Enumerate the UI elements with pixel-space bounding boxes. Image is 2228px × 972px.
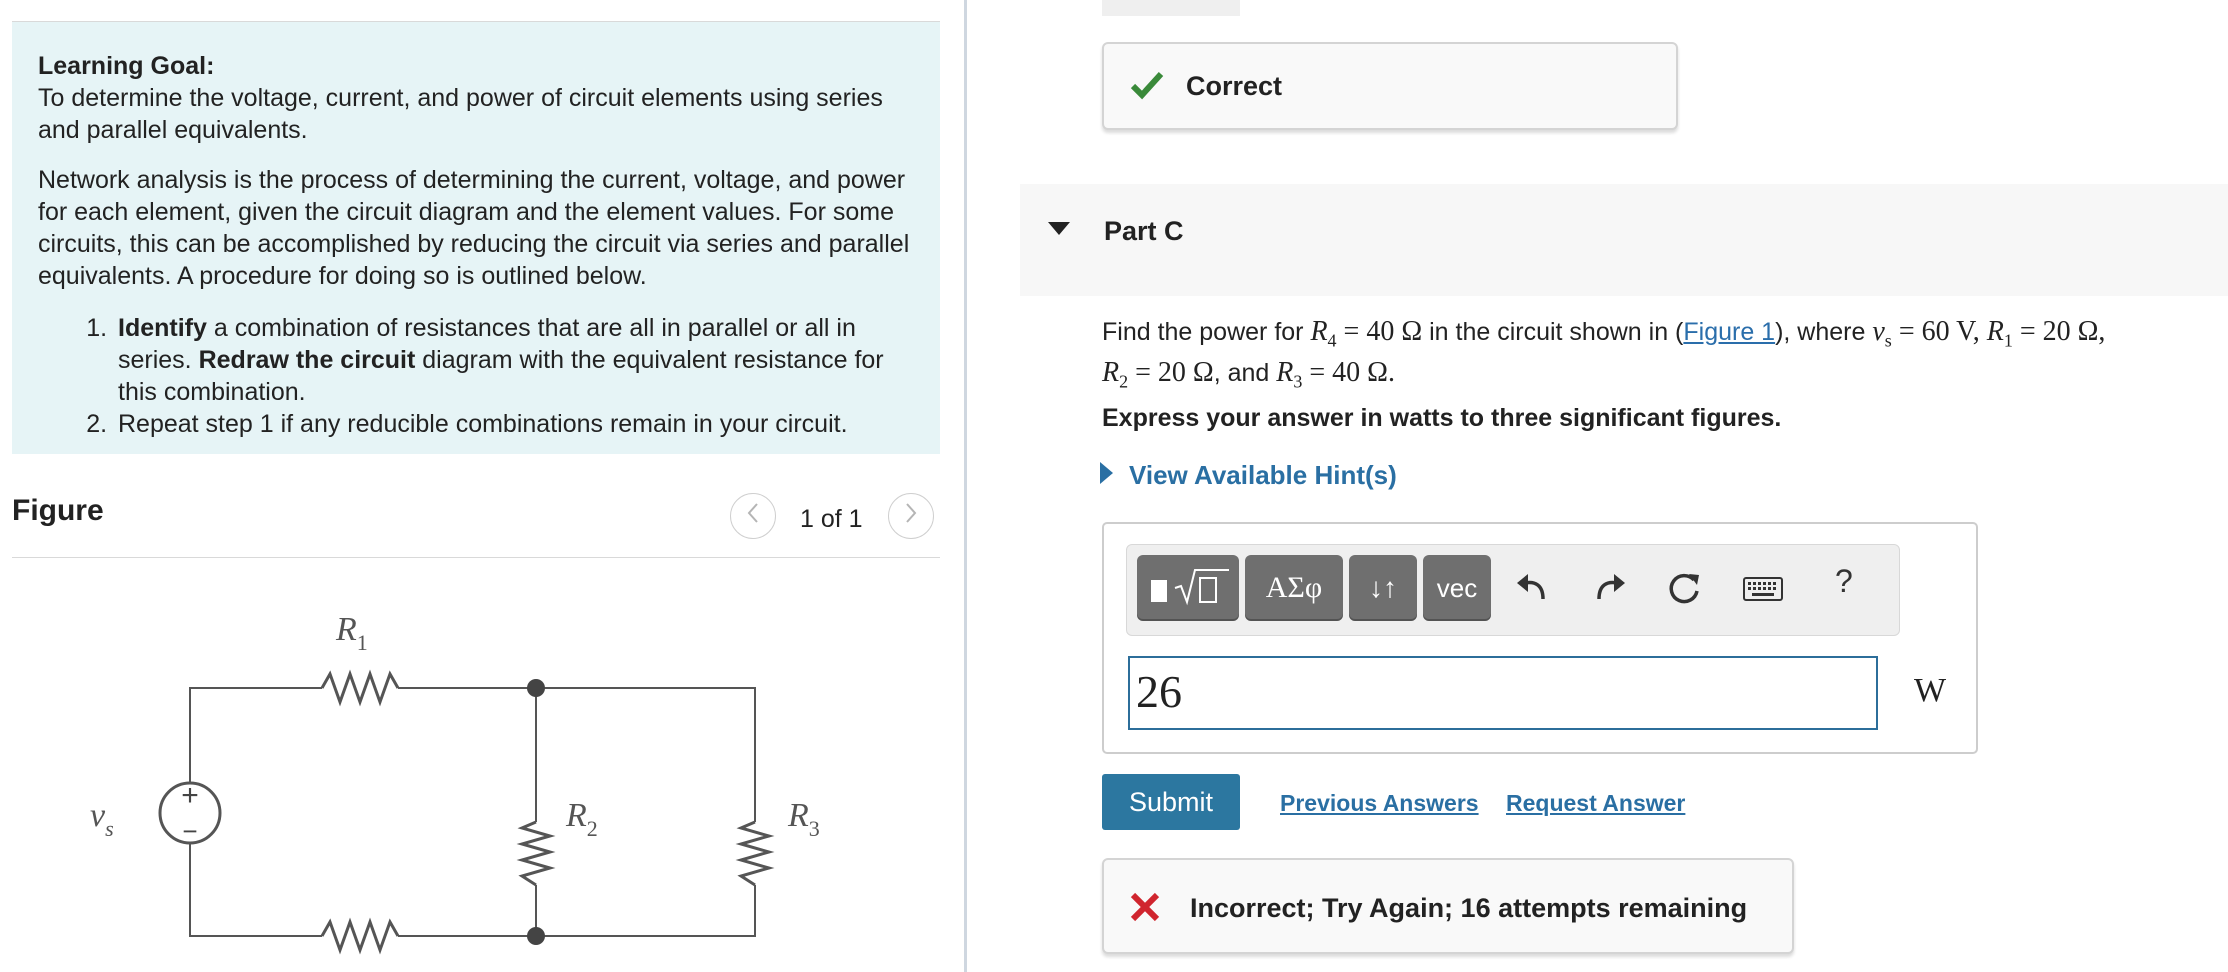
step-1-bold-redraw: Redraw the circuit — [198, 346, 416, 374]
learning-goal-text: To determine the voltage, current, and power of circuit elements using series and parallel equivalents. — [38, 84, 883, 144]
vector-button[interactable]: vec — [1423, 555, 1491, 621]
view-hints-toggle[interactable] — [1100, 460, 1397, 491]
q-r2: $R_2 = 20$ Ω — [1102, 356, 1214, 392]
source-plus: + — [181, 779, 199, 812]
label-r2: $R_2$ — [566, 797, 598, 841]
answer-instructions: Express your answer in watts to three significant figures. — [1102, 404, 1782, 432]
left-pane — [0, 0, 968, 972]
previous-answers-link[interactable]: Previous Answers — [1280, 790, 1479, 816]
view-hints-label: View Available Hint(s) — [1129, 460, 1397, 490]
q-vs: $v_s = 60$ V, — [1872, 316, 1987, 351]
q-text-and: , and — [1213, 358, 1277, 387]
figure-1-link[interactable]: Figure 1 — [1683, 318, 1776, 346]
keyboard-icon[interactable] — [1743, 577, 1783, 606]
procedure-step-2: 2. Repeat step 1 if any reducible combinations remain in your circuit. — [114, 408, 918, 440]
q-r3: $R_3 = 40$ Ω. — [1276, 356, 1395, 392]
answer-panel — [1102, 522, 1978, 754]
previous-part-stub — [1102, 0, 1240, 16]
caret-right-icon — [1100, 460, 1113, 491]
cross-icon — [1130, 892, 1160, 929]
circuit-wires — [190, 688, 755, 936]
caret-down-icon — [1048, 222, 1070, 241]
step-1-text-b: diagram with the equivalent resistance for this combination. — [118, 346, 884, 406]
greek-symbols-button[interactable]: ΑΣφ — [1245, 555, 1343, 621]
intro-panel[interactable] — [12, 22, 940, 454]
answer-input[interactable]: 26 — [1128, 656, 1878, 730]
templates-icon — [1145, 562, 1231, 615]
figure-next-button[interactable] — [888, 493, 934, 539]
checkmark-icon — [1130, 70, 1164, 107]
step-1-bold-identify: Identify — [118, 314, 207, 342]
circuit-diagram — [60, 600, 820, 972]
resistor-r1 — [322, 674, 398, 702]
help-button[interactable]: ? — [1835, 563, 1853, 599]
chevron-right-icon — [902, 500, 920, 532]
learning-goal-title: Learning Goal: — [38, 52, 215, 80]
redo-icon[interactable] — [1593, 571, 1627, 608]
part-c-question — [1102, 316, 2222, 397]
figure-pager-count: 1 of 1 — [800, 505, 863, 533]
resistor-r2 — [522, 822, 550, 885]
feedback-correct — [1102, 42, 1678, 130]
source-minus: − — [182, 816, 198, 846]
q-text-mid2: ), where — [1775, 318, 1873, 346]
figure-title: Figure — [12, 494, 104, 527]
q-r1: $R_1 = 20$ Ω, — [1986, 316, 2106, 351]
answer-unit: W — [1914, 672, 1947, 709]
undo-icon[interactable] — [1515, 571, 1549, 608]
part-c-title: Part C — [1104, 216, 1184, 246]
node-top — [527, 679, 545, 697]
feedback-correct-text: Correct — [1186, 71, 1283, 101]
node-bottom — [527, 927, 545, 945]
submit-button[interactable]: Submit — [1102, 774, 1240, 830]
subscript-superscript-button[interactable]: ↓↑ — [1349, 555, 1417, 621]
resistor-r4 — [322, 922, 398, 950]
intro-paragraph: Network analysis is the process of determining the current, voltage, and power for each element, given the circuit diagram and the element values. For some circuits, this can be accomplished by reducing the circuit via series and parallel equivalents. A procedure for doing so is outlined below. — [38, 166, 910, 290]
feedback-incorrect — [1102, 858, 1794, 954]
q-r4: $R_4 = 40$ Ω — [1310, 316, 1423, 351]
templates-button[interactable] — [1137, 555, 1239, 621]
figure-divider — [12, 557, 940, 558]
pane-divider[interactable] — [964, 0, 967, 972]
step-1-text-a: a combination of resistances that are all in parallel or all in series. — [118, 314, 856, 374]
feedback-incorrect-text: Incorrect; Try Again; 16 attempts remaining — [1190, 893, 1748, 923]
label-vs: $v_s$ — [90, 797, 114, 841]
chevron-left-icon — [744, 500, 762, 532]
procedure-step-1 — [114, 312, 918, 408]
label-r1: $R_1$ — [336, 611, 368, 655]
procedure-list — [38, 312, 918, 440]
math-toolbar — [1126, 544, 1900, 636]
q-text-lead: Find the power for — [1102, 318, 1311, 346]
part-c-header[interactable] — [1020, 184, 2228, 296]
q-text-mid: in the circuit shown in ( — [1422, 318, 1684, 346]
figure-prev-button[interactable] — [730, 493, 776, 539]
resistor-r3 — [741, 822, 769, 885]
reset-icon[interactable] — [1667, 571, 1703, 612]
label-r3: $R_3$ — [788, 797, 820, 841]
request-answer-link[interactable]: Request Answer — [1506, 790, 1686, 816]
